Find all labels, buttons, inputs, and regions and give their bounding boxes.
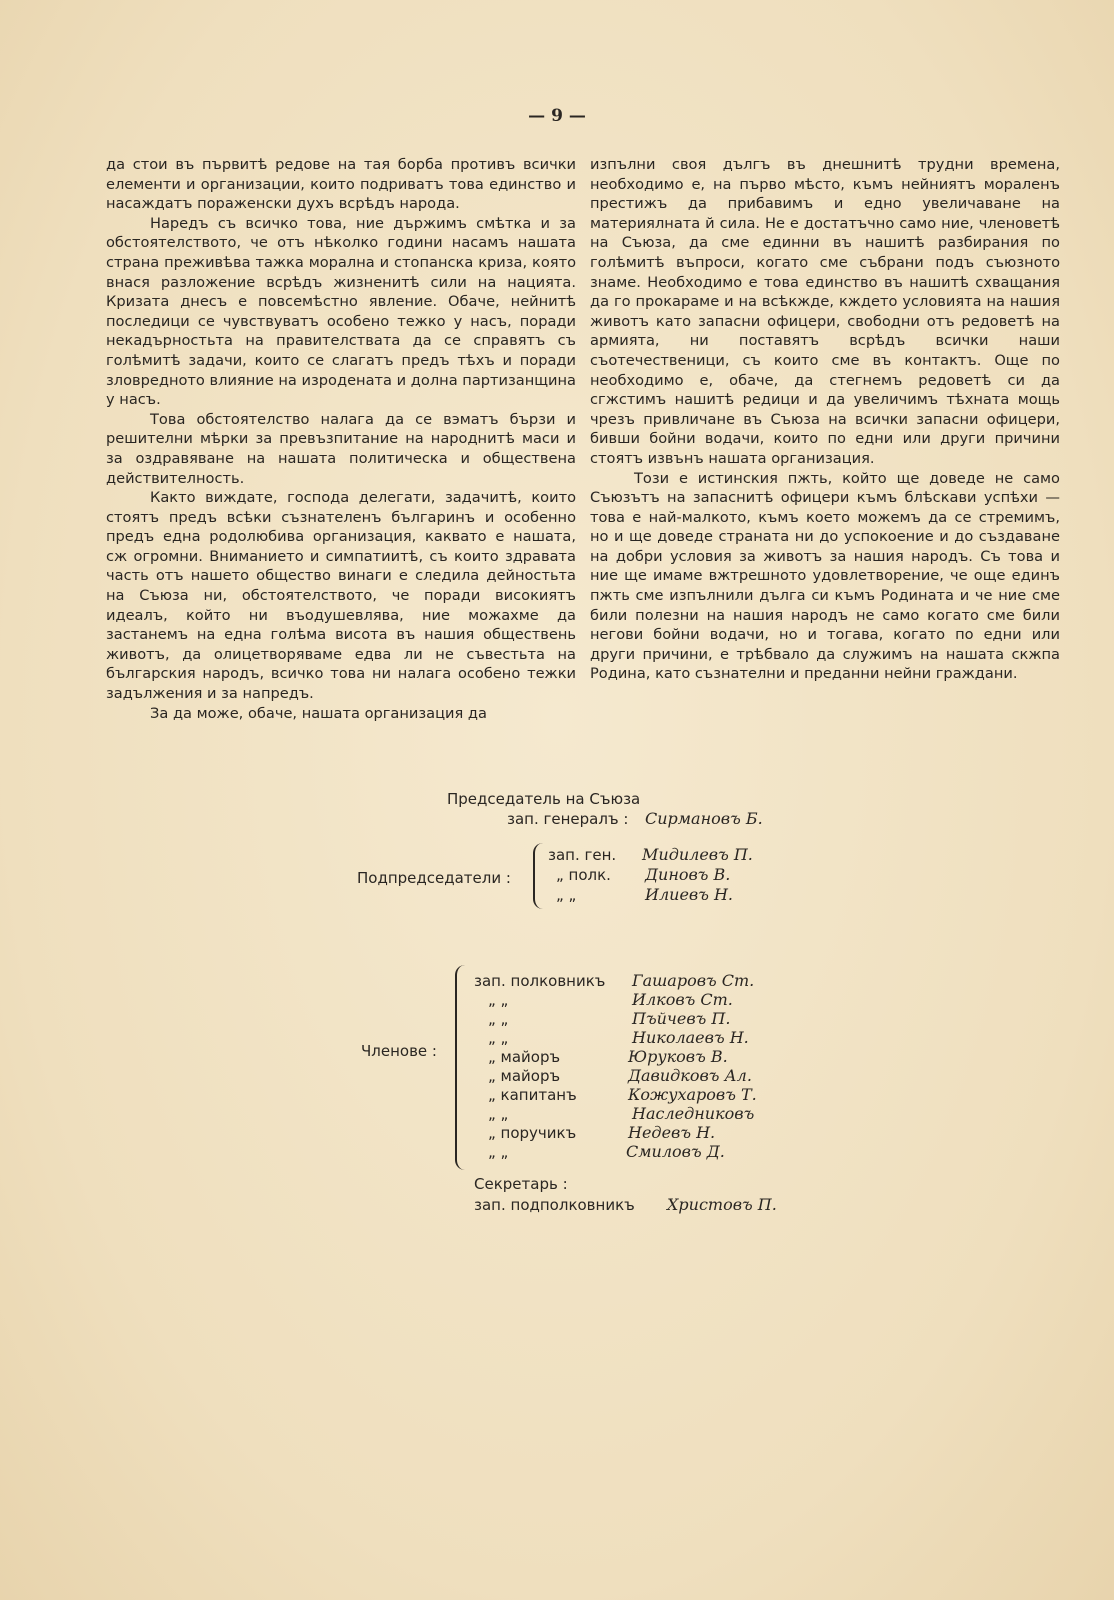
member-name: Недевъ Н. [628,1123,716,1142]
paragraph: Този е истинския пжть, който ще доведе не само Съюзътъ на запаснитѣ офицери къмъ блѣскави успѣхи — това е най-малкото, къмъ което можемъ да се стремимъ, но и ще доведе страната ни до успокоение и до създаване на добри условия за животъ за нашия народъ. Съ това и ние ще имаме вжтрешното удовлетворение, че още единъ пжть сме изпълнили дълга си къмъ Родината и че ние сме били полезни на нашия народъ не само когато сме били негови бойни водачи, но и тогава, когато по едни или други причини, е трѣбвало да служимъ на нашата скжпа Родина, като съзнателни и преданни нейни граждани. [590,469,1060,683]
vice-brace [533,843,543,909]
vice-chairmen-label: Подпредседатели : [357,869,511,887]
member-name: Илковъ Ст. [632,990,733,1009]
right-column [590,155,1060,684]
vice-rank: „ полк. [556,866,611,884]
member-name: Смиловъ Д. [626,1142,725,1161]
member-rank: „ поручикъ [488,1124,577,1142]
vice-rank: зап. ген. [548,846,617,864]
chairman-name: Сирмановъ Б. [645,809,763,828]
member-name: Кожухаровъ Т. [628,1085,757,1104]
member-name: Николаевъ Н. [632,1028,749,1047]
page-number: — 9 — [528,106,586,126]
member-rank: „ „ [488,1029,509,1047]
member-name: Наследниковъ [632,1104,755,1123]
paragraph: За да може, обаче, нашата организация да [150,704,487,722]
member-rank: „ „ [488,1010,509,1028]
signature-block [0,790,1114,1225]
paragraph: Както виждате, господа делегати, задачитѣ, които стоятъ предъ всѣки съзнателенъ българинъ и особенно предъ една родолюбива организация, каквато е нашата, сж огромни. Вниманието и симпатиитѣ, съ които здравата часть отъ нашето общество винаги е следила дейностьта на Съюза ни, обстоятелството, че поради високиятъ идеалъ, който ни въодушевлява, ние можахме да застанемъ на една голѣма висота въ нашия обществень животъ, да олицетворяваме едва ли не съвестьта на българския народъ, всичко това ни налага особено тежки задължения и за напредъ. [106,489,576,703]
vice-rank: „ „ [556,886,577,904]
paragraph: Това обстоятелство налага да се вэматъ бързи и решителни мѣрки за превъзпитание на народнитѣ маси и за оздравяване на нашата политическа и обществена действителность. [106,410,576,487]
member-rank: „ „ [488,1143,509,1161]
member-rank: „ „ [488,1105,509,1123]
secretary-label: Секретарь : [474,1175,568,1193]
chairman-rank: зап. генералъ : [507,810,629,828]
chairman-title: Председатель на Съюза [447,790,641,808]
paragraph: да стои въ първитѣ редове на тая борба противъ всички елементи и организации, които подриватъ това единство и насаждатъ пораженски духъ всрѣдъ народа. [106,156,576,213]
members-label: Членове : [361,1042,437,1060]
member-name: Давидковъ Ал. [628,1066,752,1085]
member-name: Юруковъ В. [628,1047,728,1066]
left-column [106,155,576,723]
member-name: Гашаровъ Ст. [632,971,755,990]
paragraph: Наредъ съ всичко това, ние държимъ смѣтка и за обстоятелството, че отъ нѣколко години насамъ нашата страна преживѣва тажка морална и стопанска криза, която внася разложение всрѣдъ жизненитѣ сили на нацията. Кризата днесъ е повсемѣстно явление. Обаче, нейнитѣ последици се чувствуватъ особено тежко у насъ, поради некадърностьта на правителствата да се справятъ съ голѣмитѣ задачи, които се слагатъ предъ тѣхъ и поради зловредното влияние на изродената и долна партизанщина у насъ. [106,214,576,409]
vice-name: Илиевъ Н. [645,885,734,904]
member-rank: „ „ [488,991,509,1009]
member-name: Пъйчевъ П. [632,1009,731,1028]
member-rank: „ майоръ [488,1067,561,1085]
vice-name: Мидилевъ П. [642,845,753,864]
secretary-rank: зап. подполковникъ [474,1196,635,1214]
member-rank: „ капитанъ [488,1086,577,1104]
member-rank: „ майоръ [488,1048,561,1066]
paragraph: изпълни своя дългъ въ днешнитѣ трудни времена, необходимо е, на първо мѣсто, къмъ нейниятъ моралeнъ престижъ да прибавимъ и едно увеличаване на материялната й сила. Не е достатъчно само ние, членоветѣ на Съюза, да сме единни въ нашитѣ разбирания по голѣмитѣ въпроси, когато сме събрани подъ съюзното знаме. Необходимо е това единство въ нашитѣ схващания да го прокараме и на всѣкжде, кждето условията на нашия животъ като запасни офицери, свободни отъ редоветѣ на армията, ни поставятъ всрѣдъ всички наши съотечественици, съ които сме въ контактъ. Още по необходимо е, обаче, да стегнемъ редоветѣ си да сгжстимъ нашитѣ редици и да увеличимъ тѣхната мощь чрезъ привличане въ Съюза на всички запасни офицери, бивши бойни водачи, които по едни или други причини стоятъ извънъ нашата организация. [590,156,1060,467]
member-rank: зап. полковникъ [474,972,606,990]
members-brace [455,965,466,1170]
secretary-name: Христовъ П. [667,1195,777,1214]
vice-name: Диновъ В. [645,865,731,884]
